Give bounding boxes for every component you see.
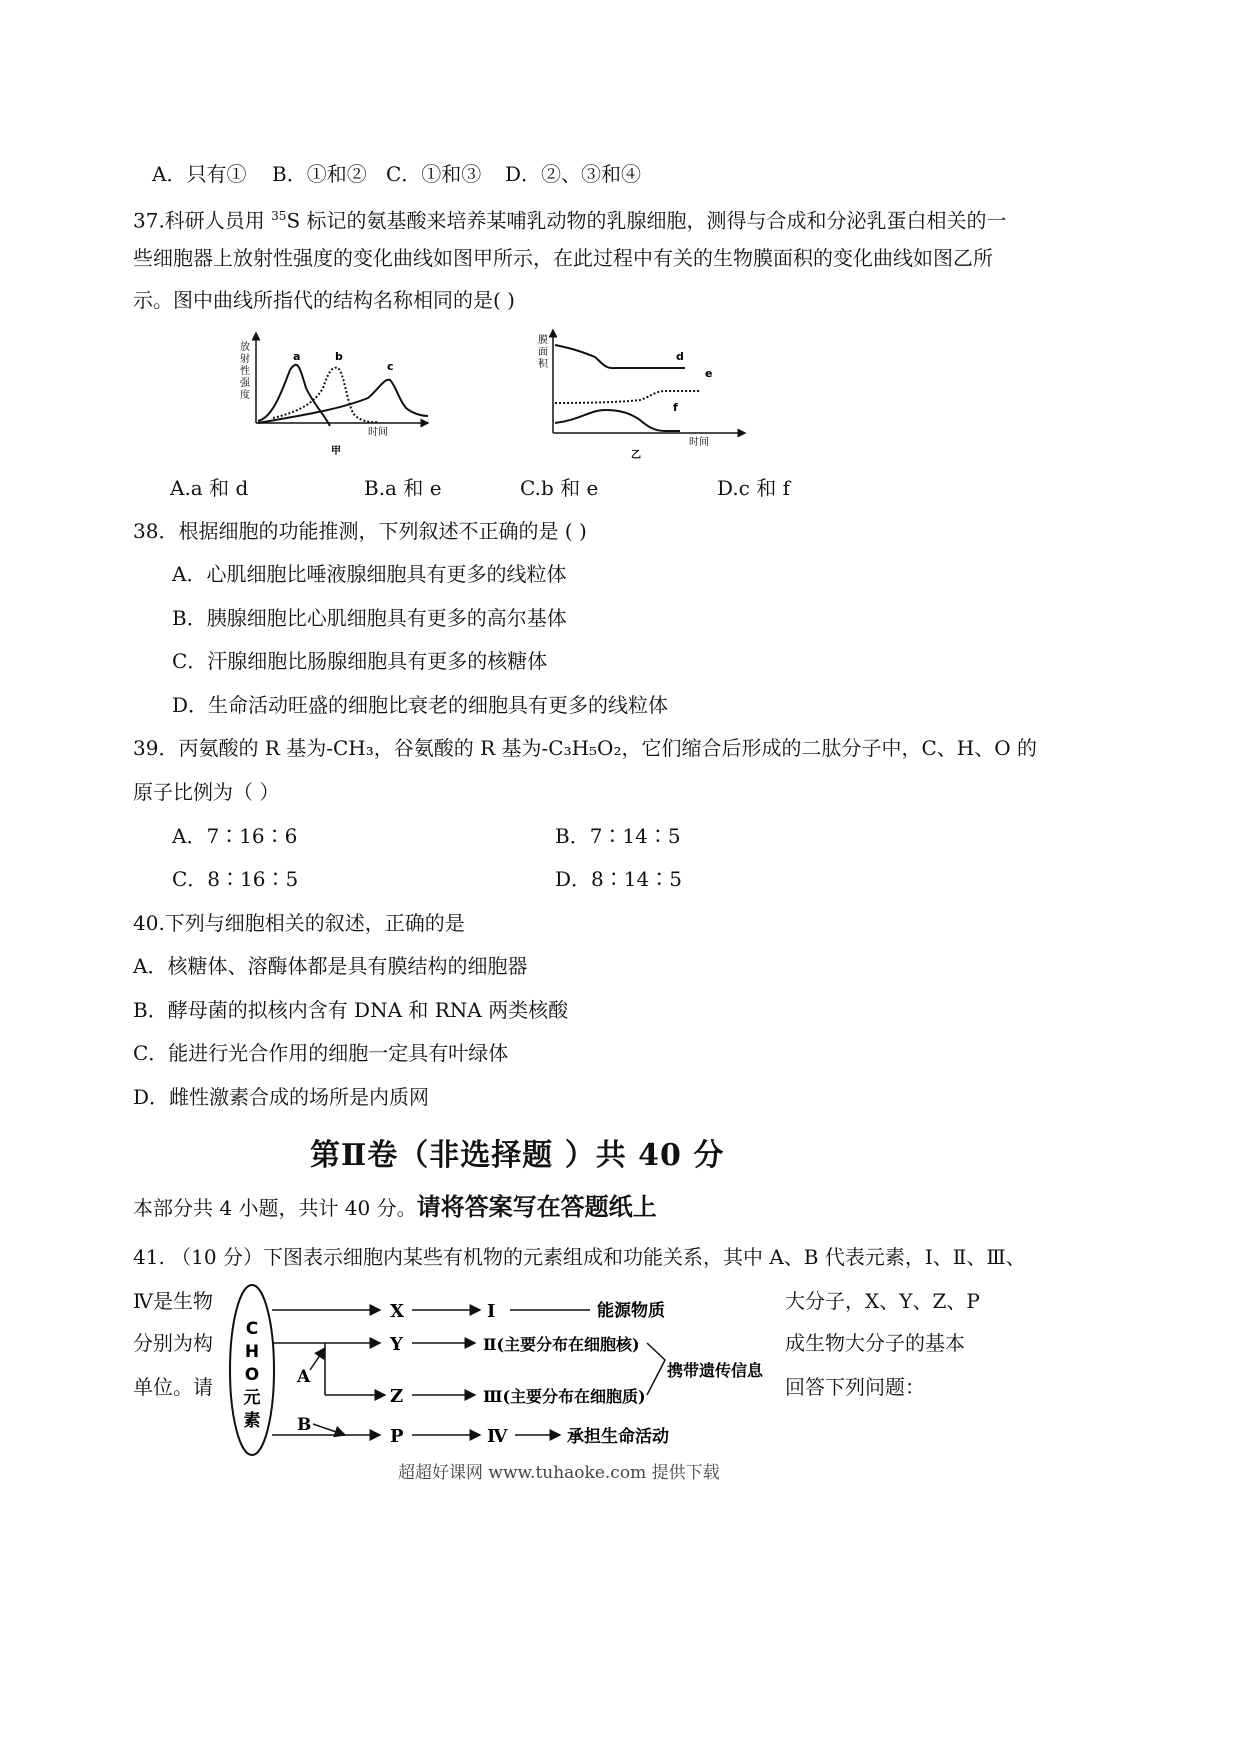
q39-option-a: A．7∶16∶6 bbox=[172, 824, 298, 848]
q39-stem-line2: 原子比例为（ ） bbox=[133, 780, 280, 804]
section2-title: 第Ⅱ卷（非选择题 ）共 40 分 bbox=[310, 1138, 725, 1173]
q37-stem-line3: 示。图中曲线所指代的结构名称相同的是( ) bbox=[133, 288, 515, 312]
q37-stem-line1: 37.科研人员用 $^{35}$S 标记的氨基酸来培养某哺乳动物的乳腺细胞，测得与合成和分泌乳蛋白相关的一 bbox=[133, 208, 1007, 233]
label-b: b bbox=[335, 350, 343, 363]
label-f: f bbox=[673, 401, 678, 414]
q37-option-a: A.a 和 d bbox=[170, 476, 249, 500]
curve-e bbox=[555, 391, 700, 403]
chart-yi bbox=[530, 325, 755, 465]
jia-xlabel: 时间 bbox=[368, 427, 388, 438]
label-iv: Ⅳ bbox=[487, 1426, 508, 1447]
jia-ylabel-char: 强 bbox=[240, 378, 250, 389]
label-c: c bbox=[387, 360, 394, 373]
q39-option-c: C．8∶16∶5 bbox=[172, 867, 299, 891]
q38-option-a: A．心肌细胞比唾液腺细胞具有更多的线粒体 bbox=[172, 562, 567, 586]
q39-stem-line1: 39．丙氨酸的 R 基为-CH₃，谷氨酸的 R 基为-C₃H₅O₂，它们缩合后形成的二肽分子中，C、H、O 的 bbox=[133, 736, 1037, 760]
yi-ylabel bbox=[538, 333, 549, 370]
q41-right-3: 回答下列问题： bbox=[785, 1375, 925, 1399]
section2-intro: 本部分共 4 小题，共计 40 分。请将答案写在答题纸上 bbox=[133, 1192, 657, 1221]
q40-stem: 40.下列与细胞相关的叙述，正确的是 bbox=[133, 911, 465, 935]
q40-option-b: B．酵母菌的拟核内含有 DNA 和 RNA 两类核酸 bbox=[133, 998, 569, 1022]
q38-option-b: B．胰腺细胞比心肌细胞具有更多的高尔基体 bbox=[172, 606, 567, 630]
oval-c: C bbox=[245, 1319, 259, 1339]
oval-h: H bbox=[244, 1342, 260, 1362]
q36-option-a: A．只有① bbox=[152, 162, 247, 186]
label-energy: 能源物质 bbox=[597, 1301, 665, 1321]
chart-jia bbox=[228, 328, 448, 463]
label-e: e bbox=[705, 367, 713, 380]
q40-option-c: C．能进行光合作用的细胞一定具有叶绿体 bbox=[133, 1041, 509, 1065]
oval-su: 素 bbox=[243, 1411, 261, 1431]
jia-caption: 甲 bbox=[331, 446, 341, 457]
jia-ylabel bbox=[240, 340, 251, 401]
label-iii: Ⅲ(主要分布在细胞质) bbox=[483, 1387, 646, 1406]
q37-stem-line2: 些细胞器上放射性强度的变化曲线如图甲所示，在此过程中有关的生物膜面积的变化曲线如图乙所 bbox=[133, 246, 993, 270]
jia-ylabel-char: 放 bbox=[240, 342, 250, 353]
oval-yuan: 元 bbox=[243, 1388, 261, 1408]
q41-right-2: 成生物大分子的基本 bbox=[785, 1331, 965, 1355]
curve-f bbox=[555, 410, 680, 431]
q41-right-1: 大分子，X、Y、Z、P bbox=[785, 1289, 980, 1313]
q41-diagram bbox=[225, 1280, 775, 1470]
q40-option-a: A．核糖体、溶酶体都是具有膜结构的细胞器 bbox=[133, 954, 528, 978]
q36-option-c: C．①和③ bbox=[386, 162, 482, 186]
label-b-element: B bbox=[297, 1415, 312, 1435]
jia-ylabel-char: 射 bbox=[240, 354, 250, 365]
q40-option-d: D．雌性激素合成的场所是内质网 bbox=[133, 1085, 430, 1109]
yi-ylabel-char: 积 bbox=[538, 359, 548, 370]
label-p: P bbox=[390, 1426, 404, 1447]
q38-option-c: C．汗腺细胞比肠腺细胞具有更多的核糖体 bbox=[172, 649, 548, 673]
label-ii: Ⅱ(主要分布在细胞核) bbox=[483, 1335, 640, 1354]
yi-ylabel-char: 面 bbox=[538, 347, 548, 358]
q41-left-2: 分别为构 bbox=[133, 1331, 213, 1355]
arrow-a bbox=[310, 1348, 325, 1370]
q38-stem: 38．根据细胞的功能推测，下列叙述不正确的是 ( ) bbox=[133, 519, 587, 543]
curve-d bbox=[555, 345, 685, 368]
label-d: d bbox=[676, 350, 684, 363]
footer-watermark: 超超好课网 www.tuhaoke.com 提供下载 bbox=[398, 1463, 720, 1483]
q37-option-d: D.c 和 f bbox=[717, 476, 790, 500]
q41-left-1: Ⅳ是生物 bbox=[133, 1289, 213, 1313]
arrow-b bbox=[313, 1424, 345, 1435]
oval-o: O bbox=[244, 1365, 260, 1385]
q37-option-c: C.b 和 e bbox=[520, 476, 599, 500]
label-x: X bbox=[390, 1301, 404, 1322]
yi-ylabel-char: 膜 bbox=[538, 335, 548, 346]
q38-option-d: D．生命活动旺盛的细胞比衰老的细胞具有更多的线粒体 bbox=[172, 693, 669, 717]
label-z: Z bbox=[390, 1386, 404, 1407]
q36-option-d: D．②、③和④ bbox=[505, 162, 642, 186]
q36-option-b: B．①和② bbox=[272, 162, 367, 186]
label-a: a bbox=[293, 350, 301, 363]
jia-ylabel-char: 度 bbox=[240, 390, 250, 401]
yi-xlabel: 时间 bbox=[689, 437, 709, 448]
q41-left-3: 单位。请 bbox=[133, 1375, 213, 1399]
label-a-element: A bbox=[297, 1367, 311, 1387]
q39-option-d: D．8∶14∶5 bbox=[555, 867, 682, 891]
q41-stem-line1: 41. （10 分）下图表示细胞内某些有机物的元素组成和功能关系，其中 A、B 代表元素，Ⅰ、Ⅱ、Ⅲ、 bbox=[133, 1245, 1026, 1269]
q37-option-b: B.a 和 e bbox=[364, 476, 442, 500]
genetic-bracket bbox=[647, 1343, 665, 1395]
q39-option-b: B．7∶14∶5 bbox=[555, 824, 681, 848]
label-genetic: 携带遗传信息 bbox=[667, 1361, 764, 1380]
jia-ylabel-char: 性 bbox=[240, 366, 250, 377]
label-y: Y bbox=[390, 1334, 403, 1355]
yi-caption: 乙 bbox=[631, 450, 641, 461]
label-life: 承担生命活动 bbox=[567, 1427, 669, 1447]
label-i: Ⅰ bbox=[487, 1301, 496, 1322]
